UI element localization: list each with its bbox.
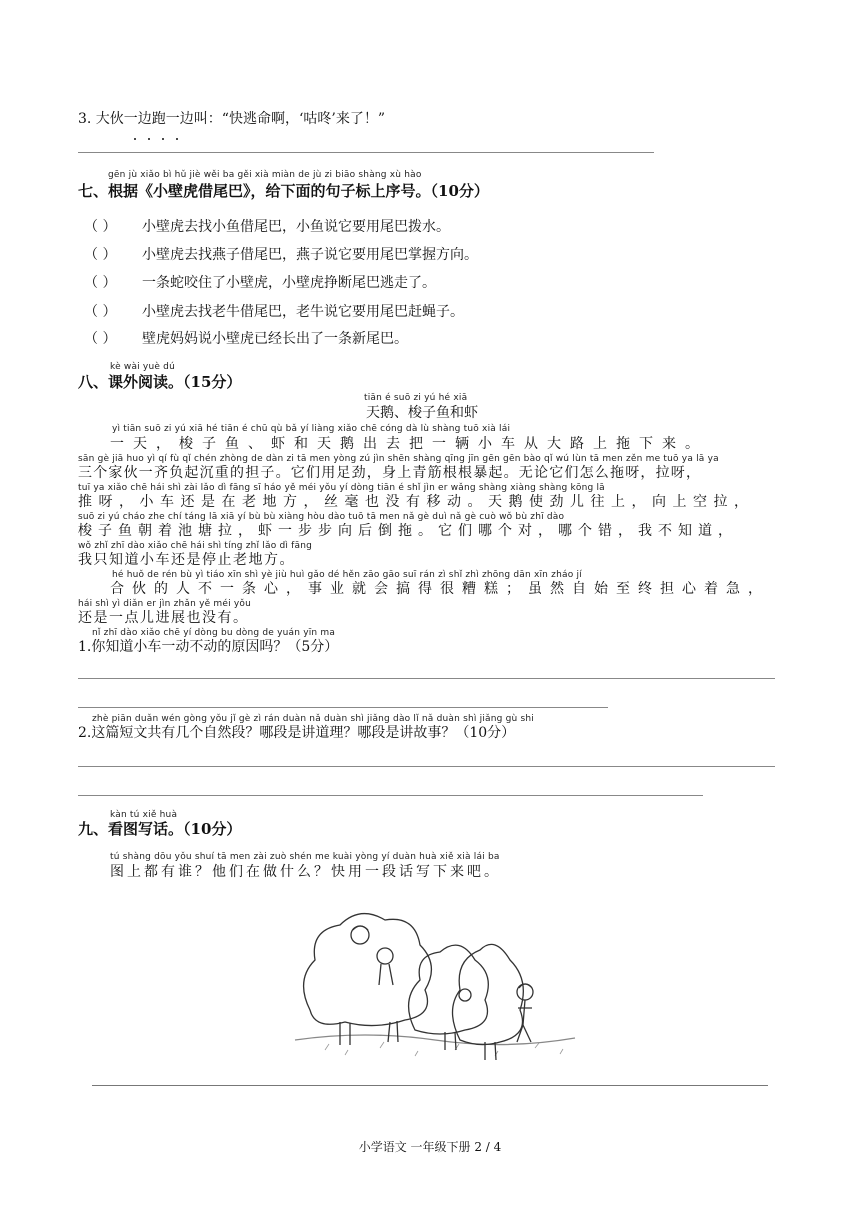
line-pinyin: sān gè jiā huo yì qí fù qǐ chén zhòng de dàn zi tā men yòng zú jìn shēn shàng qīng jīn gēn gēn bào qǐ wú lùn tā men zěn me tuō ya lā ya (78, 454, 719, 464)
line-pinyin: tuī ya xiǎo chē hái shì zài lǎo dì fāng sī háo yě méi yǒu yí dòng tiān é shǐ jìn er wǎng shàng xiàng shàng kōng lā (78, 483, 605, 493)
story-line: 梭子鱼朝着池塘拉，虾一步步向后倒拖。它们哪个对，哪个错，我不知道， (78, 523, 738, 539)
answer-line (78, 678, 775, 679)
story-line: 一天，梭子鱼、虾和天鹅出去把一辆小车从大路上拖下来。 (110, 436, 708, 452)
emphasis-dots (134, 125, 178, 144)
story-line: 合伙的人不一条心，事业就会搞得很糟糕；虽然自始至终担心着急， (110, 581, 770, 597)
list-item: （ ） 小壁虎去找老牛借尾巴，老牛说它要用尾巴赶蝇子。 (84, 304, 464, 320)
answer-line (78, 795, 703, 796)
writing-prompt: 图上都有谁？他们在做什么？快用一段话写下来吧。 (110, 864, 501, 880)
story-line: 推呀，小车还是在老地方，丝毫也没有移动。天鹅使劲儿往上，向上空拉， (78, 494, 755, 510)
story-line: 我只知道小车还是停止老地方。 (78, 552, 295, 568)
list-item: （ ） 小壁虎去找小鱼借尾巴，小鱼说它要用尾巴拨水。 (84, 219, 450, 235)
section-8-pinyin: kè wài yuè dú (110, 362, 175, 372)
line-pinyin: hái shì yì diǎn er jìn zhǎn yě méi yǒu (78, 599, 252, 609)
question-2-pinyin: zhè piān duǎn wén gòng yǒu jǐ gè zì rán duàn nǎ duàn shì jiǎng dào lǐ nǎ duàn shì jiǎng gù shi (92, 714, 534, 724)
line-pinyin: yì tiān suō zi yú xiā hé tiān é chū qù bǎ yí liàng xiǎo chē cóng dà lù shàng tuō xià lái (112, 424, 511, 434)
section-7-pinyin: gēn jù xiǎo bì hǔ jiè wěi ba gěi xià miàn de jù zi biāo shàng xù hào (108, 170, 422, 180)
question-2: 2.这篇短文共有几个自然段？哪段是讲道理？哪段是讲故事？（10分） (78, 725, 516, 741)
prompt-pinyin: tú shàng dōu yǒu shuí tā men zài zuò shén me kuài yòng yí duàn huà xiě xià lái ba (110, 852, 500, 862)
section-9-title: 九、看图写话。（10分） (78, 820, 242, 838)
line-pinyin: hé huǒ de rén bù yì tiáo xīn shì yè jiù huì gǎo dé hěn zāo gāo suī rán zì shǐ zhì zhōng dān xīn zháo jí (112, 570, 582, 580)
story-line: 还是一点儿进展也没有。 (78, 610, 249, 626)
section-8-title: 八、课外阅读。（15分） (78, 373, 242, 391)
answer-line (78, 707, 608, 708)
question-3: 3. 大伙一边跑一边叫：“快逃命啊，‘咕咚’来了！” (78, 111, 386, 127)
line-pinyin: wǒ zhǐ zhī dào xiǎo chē hái shì tíng zhǐ lǎo dì fāng (78, 541, 313, 551)
question-1-pinyin: nǐ zhī dào xiǎo chē yí dòng bu dòng de yuán yīn ma (92, 628, 336, 638)
page-footer: 小学语文 一年级下册 2 / 4 (358, 1140, 502, 1154)
line-pinyin: suō zi yú cháo zhe chí táng lā xiā yí bù bù xiàng hòu dào tuō tā men nǎ gè duì nǎ gè cuò wǒ bù zhī dào (78, 512, 565, 522)
section-7-title: 七、根据《小壁虎借尾巴》，给下面的句子标上序号。（10分） (78, 182, 489, 200)
list-item: （ ） 一条蛇咬住了小壁虎，小壁虎挣断尾巴逃走了。 (84, 275, 436, 291)
section-9-pinyin: kàn tú xiě huà (110, 810, 178, 820)
answer-line (92, 1085, 768, 1086)
list-item: （ ） 壁虎妈妈说小壁虎已经长出了一条新尾巴。 (84, 331, 408, 347)
story-title-pinyin: tiān é suō zi yú hé xiā (364, 393, 468, 403)
list-item: （ ） 小壁虎去找燕子借尾巴，燕子说它要用尾巴掌握方向。 (84, 247, 478, 263)
question-1: 1.你知道小车一动不动的原因吗？（5分） (78, 639, 339, 655)
story-line: 三个家伙一齐负起沉重的担子。它们用足劲，身上青筋根根暴起。无论它们怎么拖呀，拉呀， (78, 465, 702, 481)
answer-line (78, 766, 775, 767)
kids-hide-and-seek-illustration (285, 890, 585, 1070)
answer-line (78, 152, 654, 153)
story-title: 天鹅、梭子鱼和虾 (366, 405, 478, 421)
